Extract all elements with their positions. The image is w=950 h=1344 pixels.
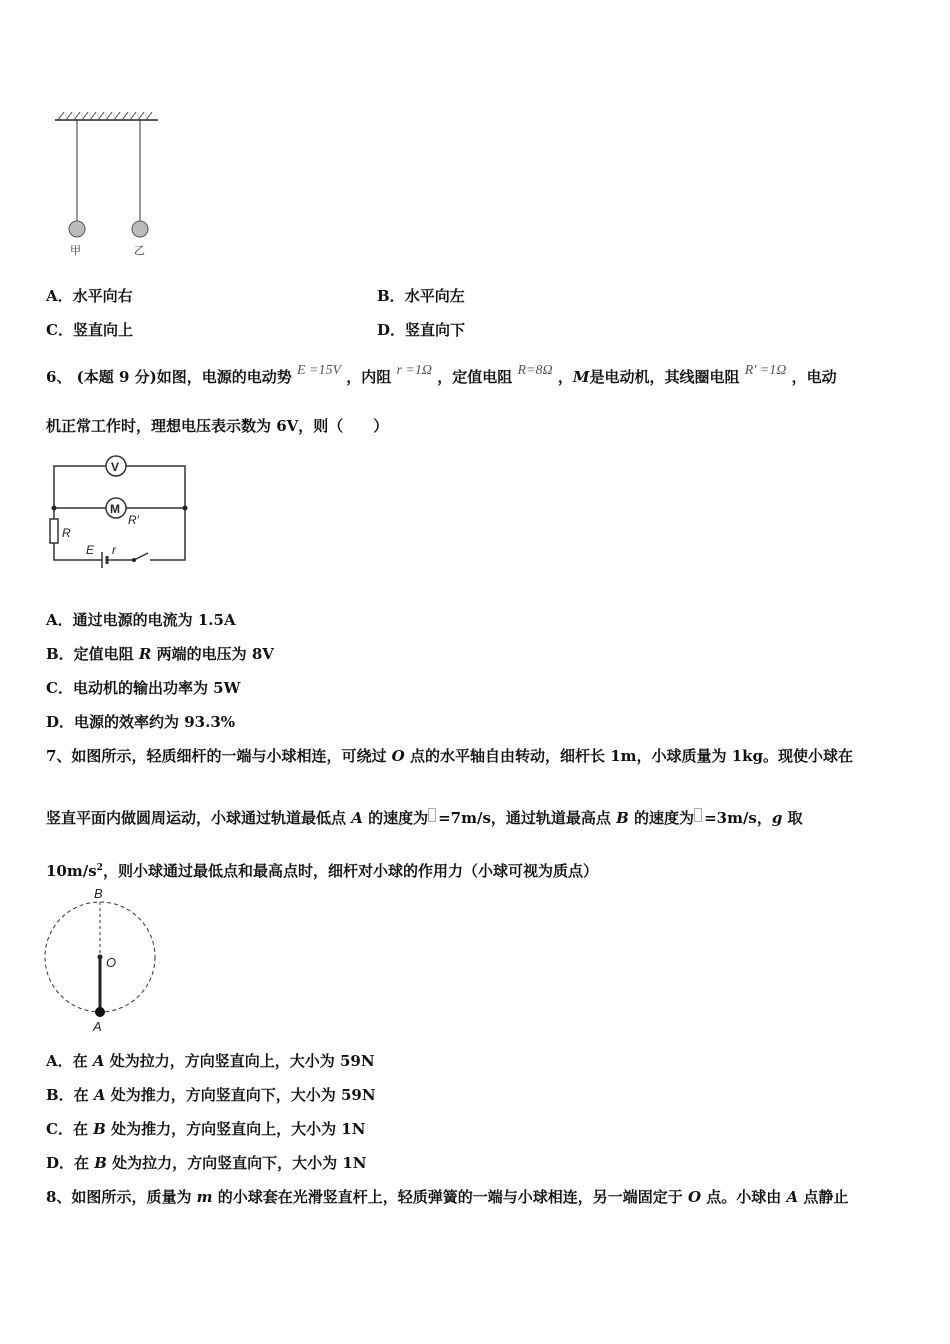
svg-text:R: R [62, 526, 71, 540]
ball-jia [69, 221, 85, 237]
q7-stem-line1: 7、如图所示，轻质细杆的一端与小球相连，可绕过 O 点的水平轴自由转动，细杆长 1m，小球质量为 1kg。现使小球在 [46, 747, 854, 765]
q7-option-c[interactable]: C．在 B 处为推力，方向竖直向上，大小为 1N [46, 1120, 366, 1138]
label-yi: 乙 [134, 245, 145, 257]
q7-option-a[interactable]: A．在 A 处为拉力，方向竖直向上，大小为 59N [46, 1052, 375, 1070]
q7-option-b[interactable]: B．在 A 处为推力，方向竖直向下，大小为 59N [46, 1086, 376, 1104]
svg-text:O: O [106, 955, 117, 970]
placeholder-glyph [428, 808, 436, 822]
circular-motion-figure [40, 884, 165, 1036]
ball [95, 1007, 105, 1017]
q5-option-b[interactable]: B．水平向左 [377, 287, 465, 305]
q5-option-d[interactable]: D．竖直向下 [377, 321, 466, 339]
q5-option-a[interactable]: A．水平向右 [46, 287, 133, 305]
svg-text:R′: R′ [128, 513, 139, 527]
q8-stem-line1: 8、如图所示，质量为 m 的小球套在光滑竖直杆上，轻质弹簧的一端与小球相连，另一端固定于 O 点。小球由 A 点静止 [46, 1188, 849, 1206]
svg-text:E: E [86, 543, 95, 557]
q7-stem-line3: $10m/s^2$，则小球通过最低点和最高点时，细杆对小球的作用力（小球可视为质点） [46, 862, 598, 880]
q6-stem-line1: 6、 (本题 9 分)如图，电源的电动势 E =15V ，内阻 r =1Ω ，定值电阻 R=8Ω ，M是电动机，其线圈电阻 R' =1Ω ，电动 [46, 363, 837, 386]
svg-text:V: V [111, 460, 120, 474]
svg-text:B: B [94, 886, 103, 901]
q6-option-b[interactable]: B．定值电阻 R 两端的电压为 8V [46, 645, 274, 663]
svg-text:r: r [112, 543, 116, 557]
q6-option-a[interactable]: A．通过电源的电流为 1.5A [46, 611, 236, 629]
placeholder-glyph [694, 808, 702, 822]
ball-yi [132, 221, 148, 237]
q6-option-c[interactable]: C．电动机的输出功率为 5W [46, 679, 241, 697]
q7-option-d[interactable]: D．在 B 处为拉力，方向竖直向下，大小为 1N [46, 1154, 367, 1172]
svg-text:A: A [93, 1019, 102, 1034]
svg-text:M: M [110, 502, 120, 516]
q7-stem-line2: 竖直平面内做圆周运动，小球通过轨道最低点 A 的速度为 =7m/s，通过轨道最高点 B 的速度为 =3m/s，g 取 [46, 809, 803, 827]
pendulum-figure [50, 108, 165, 263]
circuit-figure [44, 452, 194, 572]
q6-stem-line2: 机正常工作时，理想电压表示数为 6V，则（ ） [46, 417, 389, 435]
q6-option-d[interactable]: D．电源的效率约为 93.3% [46, 713, 236, 731]
label-jia: 甲 [70, 245, 81, 257]
q5-option-c[interactable]: C．竖直向上 [46, 321, 133, 339]
